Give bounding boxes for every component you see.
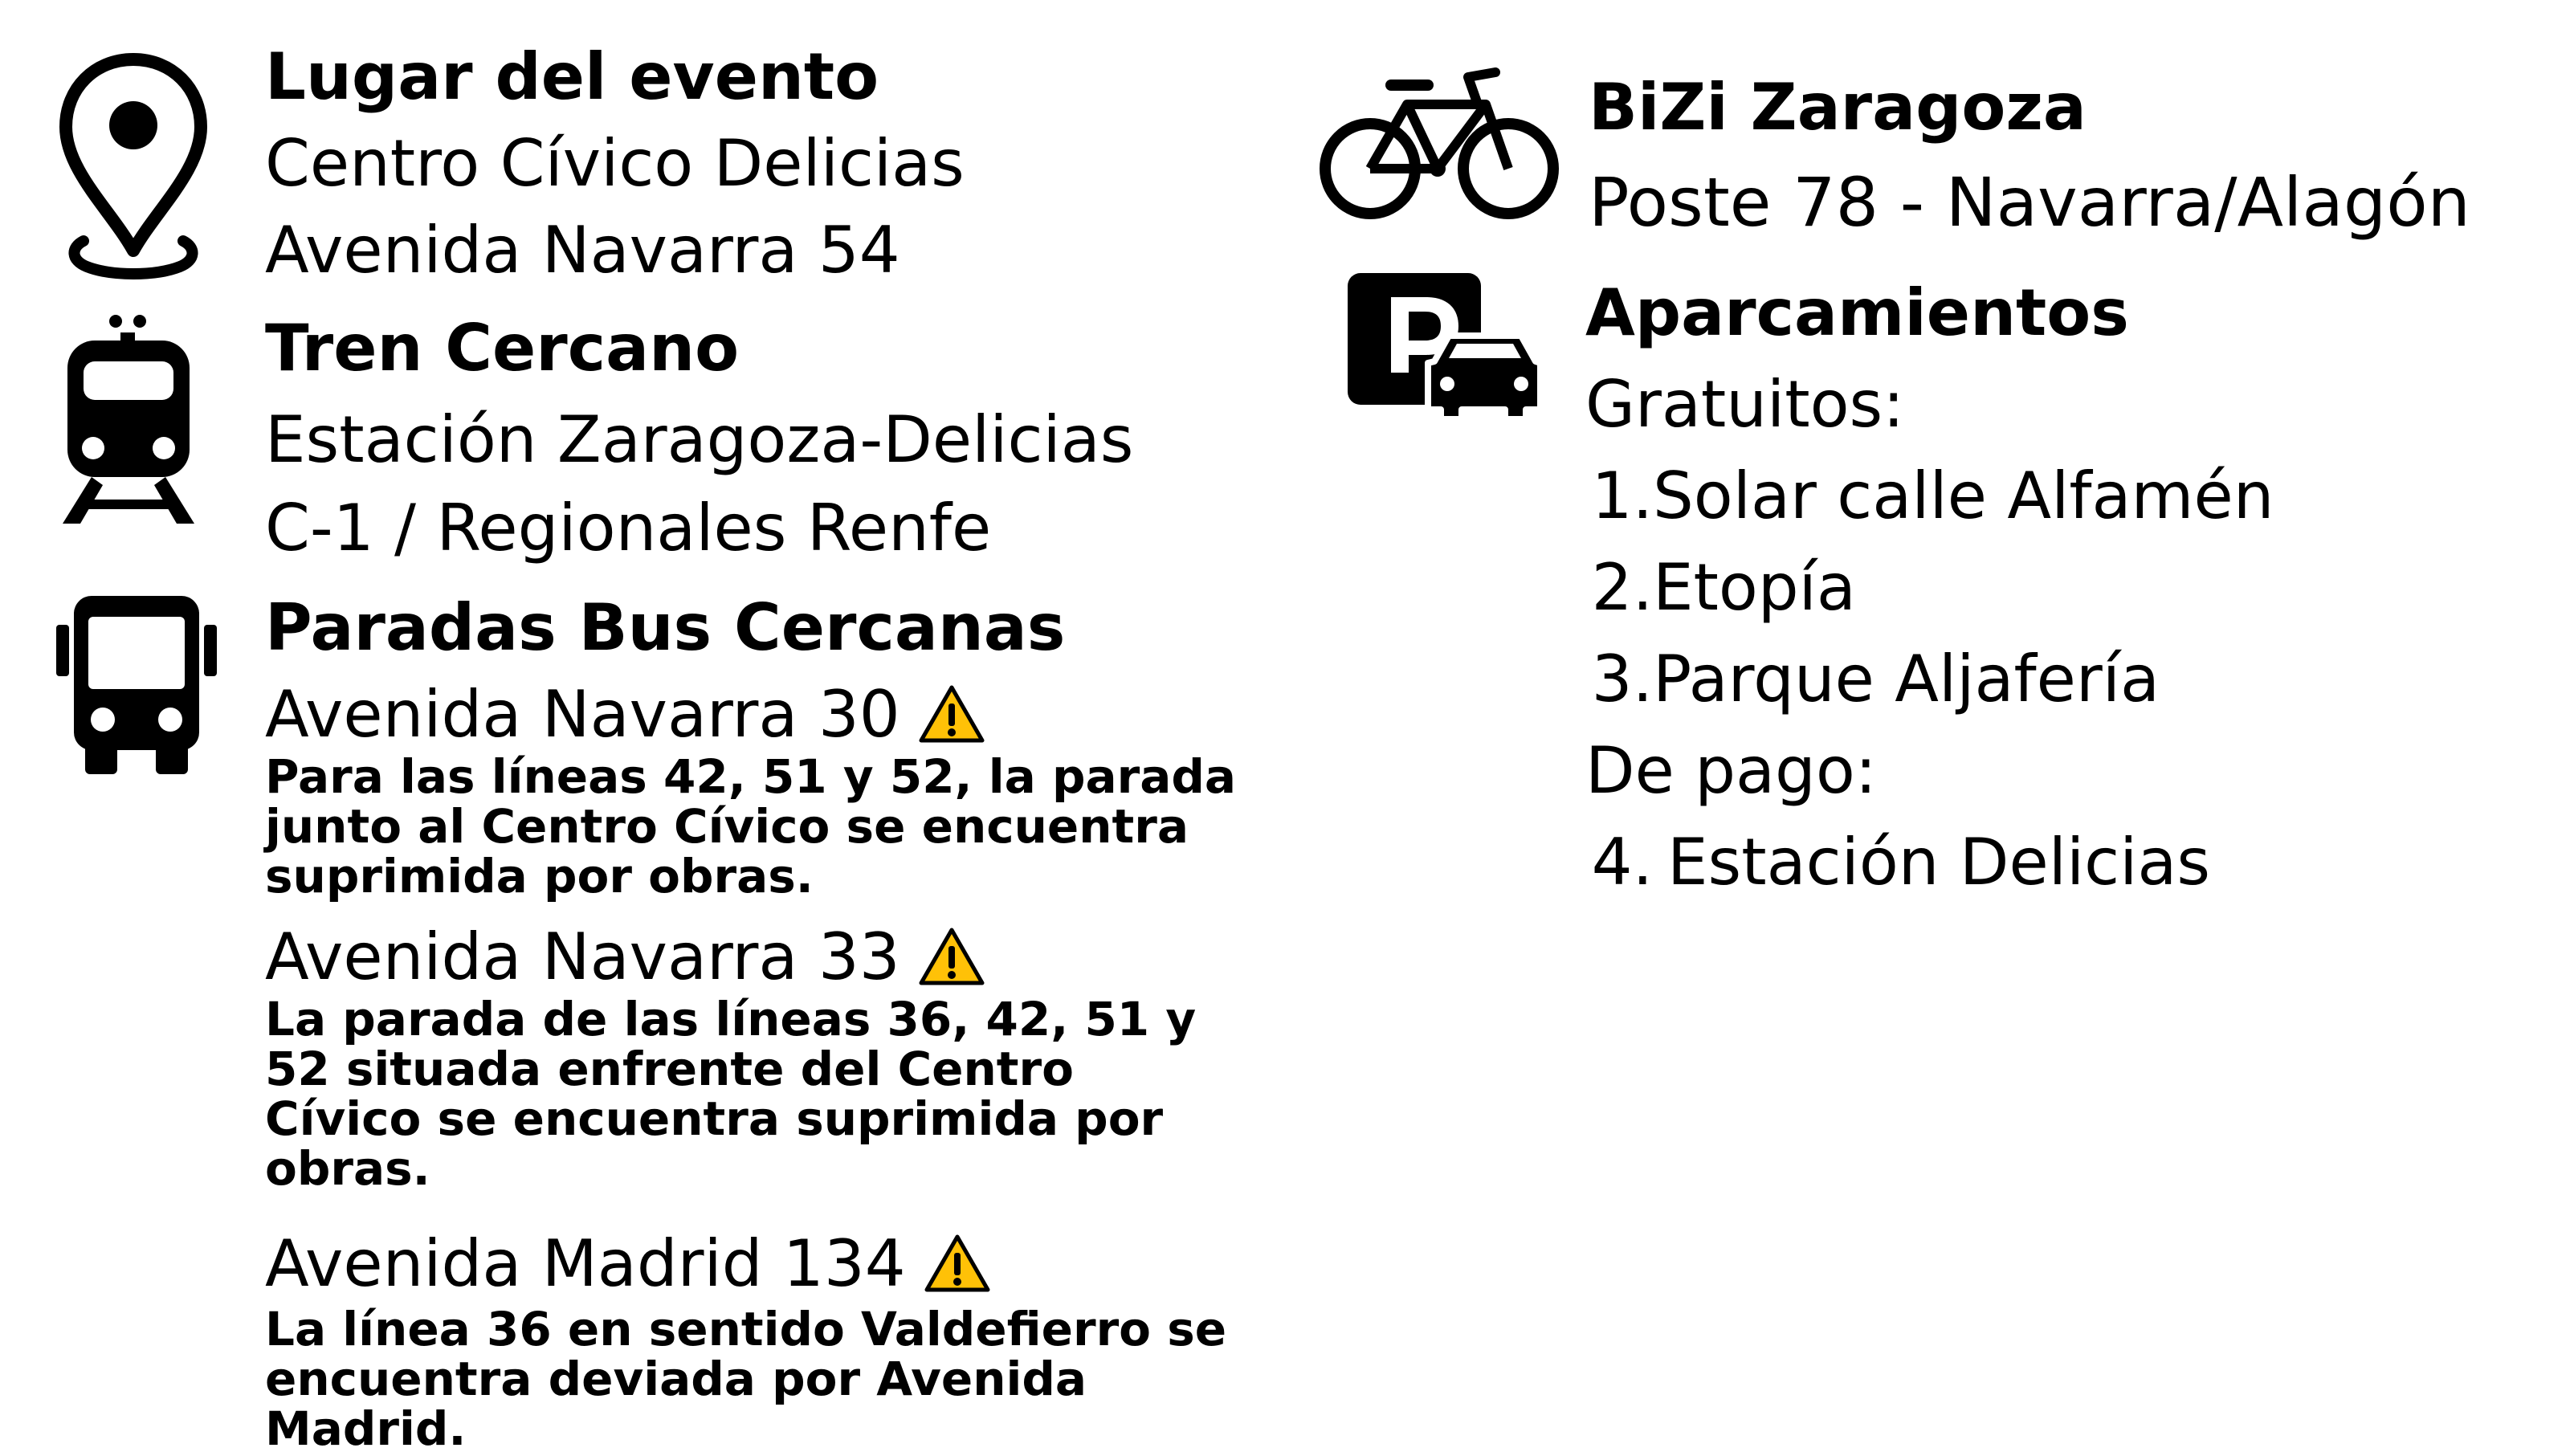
bus-section — [265, 590, 1309, 1456]
warning-icon — [924, 1234, 991, 1295]
parking-free-label: Gratuitos: — [1585, 367, 1905, 442]
bus-stop-3 — [265, 1226, 1309, 1301]
bus-stop-2-note: La parada de las líneas 36, 42, 51 y 52 situada enfrente del Centro Cívico se encuentra suprimida por obras. — [265, 992, 1197, 1196]
parking-car-icon — [1348, 273, 1545, 419]
parking-free-list — [1585, 459, 2274, 716]
parking-section — [1585, 275, 2274, 899]
parking-paid-list — [1585, 825, 2274, 899]
bus-title: Paradas Bus Cercanas — [265, 590, 1066, 665]
venue-title: Lugar del evento — [265, 39, 879, 114]
bus-stop-3-note: La línea 36 en sentido Valdefierro se encuentra deviada por Avenida Madrid. — [265, 1302, 1227, 1456]
bus-icon — [56, 593, 217, 774]
train-title: Tren Cercano — [265, 311, 740, 385]
bus-stop-1 — [265, 677, 1309, 752]
bus-stop-2-name: Avenida Navarra 33 — [265, 920, 900, 994]
list-item-label: Parque Aljafería — [1653, 642, 2160, 716]
train-icon — [56, 313, 201, 524]
warning-icon — [918, 684, 985, 745]
bus-stop-2 — [265, 920, 1309, 994]
venue-section — [265, 39, 965, 288]
list-item-number: 2. — [1591, 550, 1653, 625]
train-line-1: Estación Zaragoza-Delicias — [265, 402, 1134, 477]
bus-stop-3-name: Avenida Madrid 134 — [265, 1226, 906, 1301]
list-item-number: 3. — [1591, 642, 1653, 716]
warning-icon — [918, 927, 985, 988]
bizi-section — [1589, 70, 2470, 242]
list-item-label: Solar calle Alfamén — [1653, 459, 2274, 533]
parking-paid-label: De pago: — [1585, 733, 1877, 808]
venue-line-2: Avenida Navarra 54 — [265, 213, 900, 288]
list-item — [1585, 459, 2274, 533]
train-line-2: C-1 / Regionales Renfe — [265, 491, 992, 565]
bizi-title: BiZi Zaragoza — [1589, 70, 2087, 145]
list-item — [1585, 825, 2274, 899]
bicycle-icon — [1317, 66, 1561, 223]
list-item-label: Etopía — [1653, 550, 1856, 625]
bus-stop-1-name: Avenida Navarra 30 — [265, 677, 900, 752]
location-pin-icon — [55, 50, 212, 281]
train-section — [265, 311, 1134, 565]
list-item — [1585, 642, 2274, 716]
parking-title: Aparcamientos — [1585, 275, 2129, 350]
list-item — [1585, 550, 2274, 625]
list-item-number: 1. — [1591, 459, 1653, 533]
bus-stop-1-note: Para las líneas 42, 51 y 52, la parada junto al Centro Cívico se encuentra suprimida por obras. — [265, 749, 1237, 903]
venue-line-1: Centro Cívico Delicias — [265, 126, 965, 201]
list-item-number: 4. — [1591, 825, 1653, 899]
bizi-line-1: Poste 78 - Navarra/Alagón — [1589, 163, 2470, 242]
list-item-label: Estación Delicias — [1667, 825, 2211, 899]
